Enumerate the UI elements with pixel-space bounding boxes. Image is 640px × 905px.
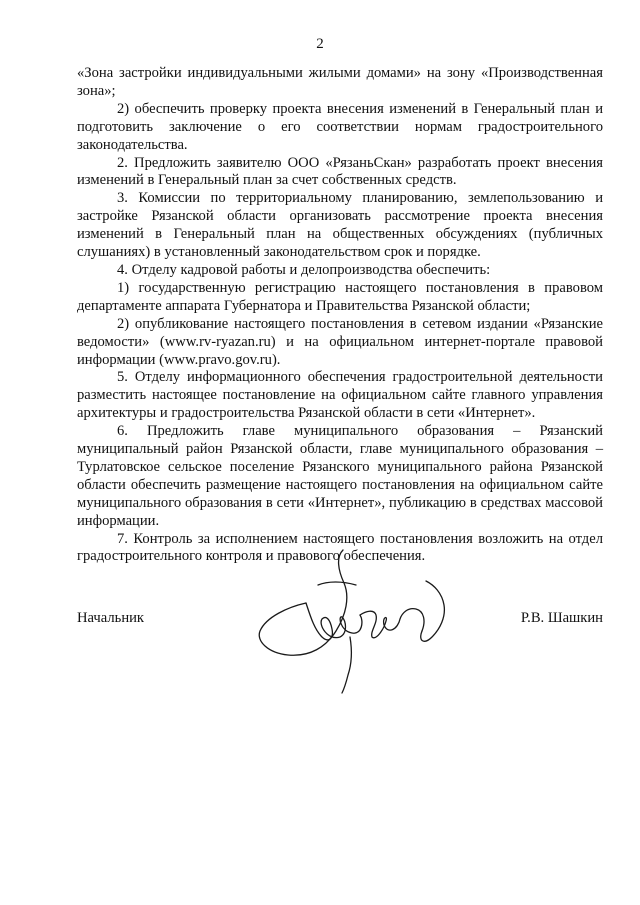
paragraph-item-2: 2. Предложить заявителю ООО «РязаньСкан» разработать проект внесения изменений в Генеральный план за счет собственных средств. — [77, 154, 603, 189]
paragraph-item-6: 6. Предложить главе муниципального образования – Рязанский муниципальный район Рязанской области, главе муниципального образования – Турлатовское сельское поселение Рязанского муниципального района Рязанской области обеспечить размещение настоящего постановления на официальном сайте муниципального образования в сети «Интернет», публикацию в средствах массовой информации. — [77, 423, 603, 529]
paragraph-subitem-2-check: 2) обеспечить проверку проекта внесения изменений в Генеральный план и подготовить заключение о его соответствии нормам градостроительного законодательства. — [77, 100, 603, 153]
paragraph-continuation: «Зона застройки индивидуальными жилыми домами» на зону «Производственная зона»; — [77, 65, 603, 99]
paragraph-item-3: 3. Комиссии по территориальному планированию, землепользованию и застройке Рязанской области организовать рассмотрение проекта внесения изменений в Генеральный план на общественных обсуждениях (публичных слушаниях) в установленный законодательством срок и порядке. — [77, 190, 603, 261]
document-body — [77, 65, 603, 566]
paragraph-item-4: 4. Отделу кадровой работы и делопроизводства обеспечить: — [117, 261, 491, 278]
paragraph-item-7: 7. Контроль за исполнением настоящего постановления возложить на отдел градостроительного контроля и правового обеспечения. — [77, 530, 603, 565]
signatory-name: Р.В. Шашкин — [520, 610, 603, 626]
paragraph-subitem-1-registration: 1) государственную регистрацию настоящего постановления в правовом департаменте аппарата Губернатора и Правительства Рязанской области; — [77, 279, 603, 314]
signatory-title: Начальник — [77, 610, 145, 626]
paragraph-item-5: 5. Отделу информационного обеспечения градостроительной деятельности разместить настоящее постановление на официальном сайте главного управления архитектуры и градостроительства Рязанской области в сети «Интернет». — [77, 369, 603, 422]
paragraph-subitem-2-publication: 2) опубликование настоящего постановления в сетевом издании «Рязанские ведомости» (www.rv-ryazan.ru) и на официальном интернет-портале правовой информации (www.pravo.gov.ru). — [77, 315, 603, 368]
page-number: 2 — [316, 36, 324, 52]
signature-row — [77, 608, 603, 648]
